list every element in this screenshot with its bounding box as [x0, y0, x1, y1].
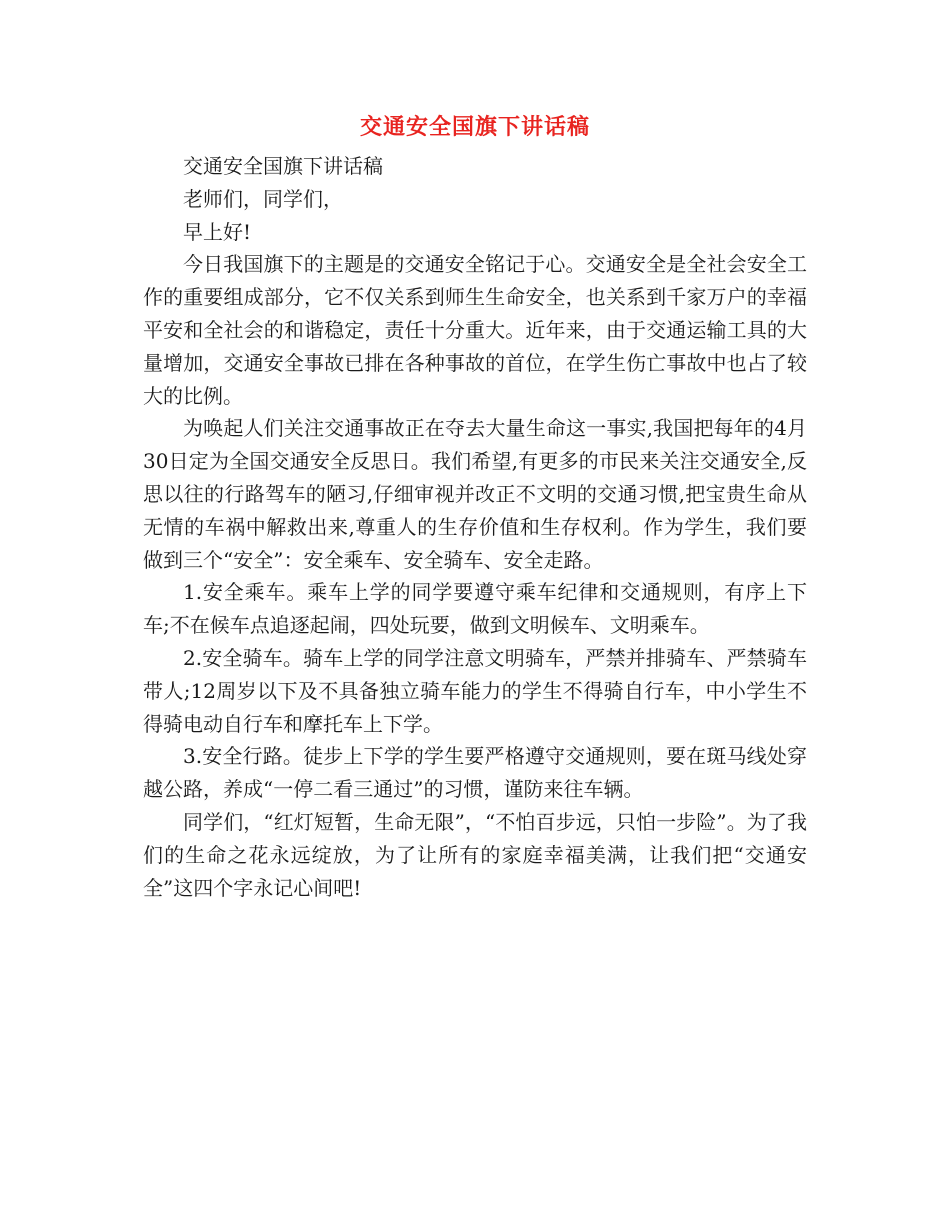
document-title: 交通安全国旗下讲话稿: [359, 114, 590, 140]
paragraph-salutation: 老师们，同学们，: [183, 186, 343, 211]
paragraph-safe-cycling: 2.安全骑车。骑车上学的同学注意文明骑车，严禁并排骑车、严禁骑车带人;12周岁以下及不具备独立骑车能力的学生不得骑自行车，中小学生不得骑电动自行车和摩托车上下学。: [143, 645, 807, 736]
paragraph-greeting: 早上好!: [183, 219, 252, 244]
paragraph-heading: 交通安全国旗下讲话稿: [183, 154, 383, 178]
paragraph-safe-riding: 1.安全乘车。乘车上学的同学要遵守乘车纪律和交通规则，有序上下车;不在候车点追逐起闹，四处玩要，做到文明候车、文明乘车。: [143, 580, 807, 638]
paragraph-closing: 同学们，“红灯短暂，生命无限”，“不怕百步远，只怕一步险”。为了我们的生命之花永远绽放，为了让所有的家庭幸福美满，让我们把“交通安全”这四个字永记心间吧!: [143, 809, 807, 900]
document-body: [143, 150, 807, 904]
paragraph-intro: 今日我国旗下的主题是的交通安全铭记于心。交通安全是全社会安全工作的重要组成部分，它不仅关系到师生生命安全，也关系到千家万户的幸福平安和全社会的和谐稳定，责任十分重大。近年来，由于交通运输工具的大量增加，交通安全事故已排在各种事故的首位，在学生伤亡事故中也占了较大的比例。: [143, 252, 807, 408]
paragraph-reflection-day: 为唤起人们关注交通事故正在夺去大量生命这一事实,我国把每年的4月30日定为全国交通安全反思日。我们希望,有更多的市民来关注交通安全,反思以往的行路驾车的陋习,仔细审视并改正不文明的交通习惯,把宝贵生命从无情的车祸中解救出来,尊重人的生存价值和生存权利。作为学生，我们要做到三个“安全”：安全乘车、安全骑车、安全走路。: [143, 416, 807, 572]
paragraph-safe-walking: 3.安全行路。徒步上下学的学生要严格遵守交通规则，要在斑马线处穿越公路，养成“一停二看三通过”的习惯，谨防来往车辆。: [143, 744, 807, 802]
